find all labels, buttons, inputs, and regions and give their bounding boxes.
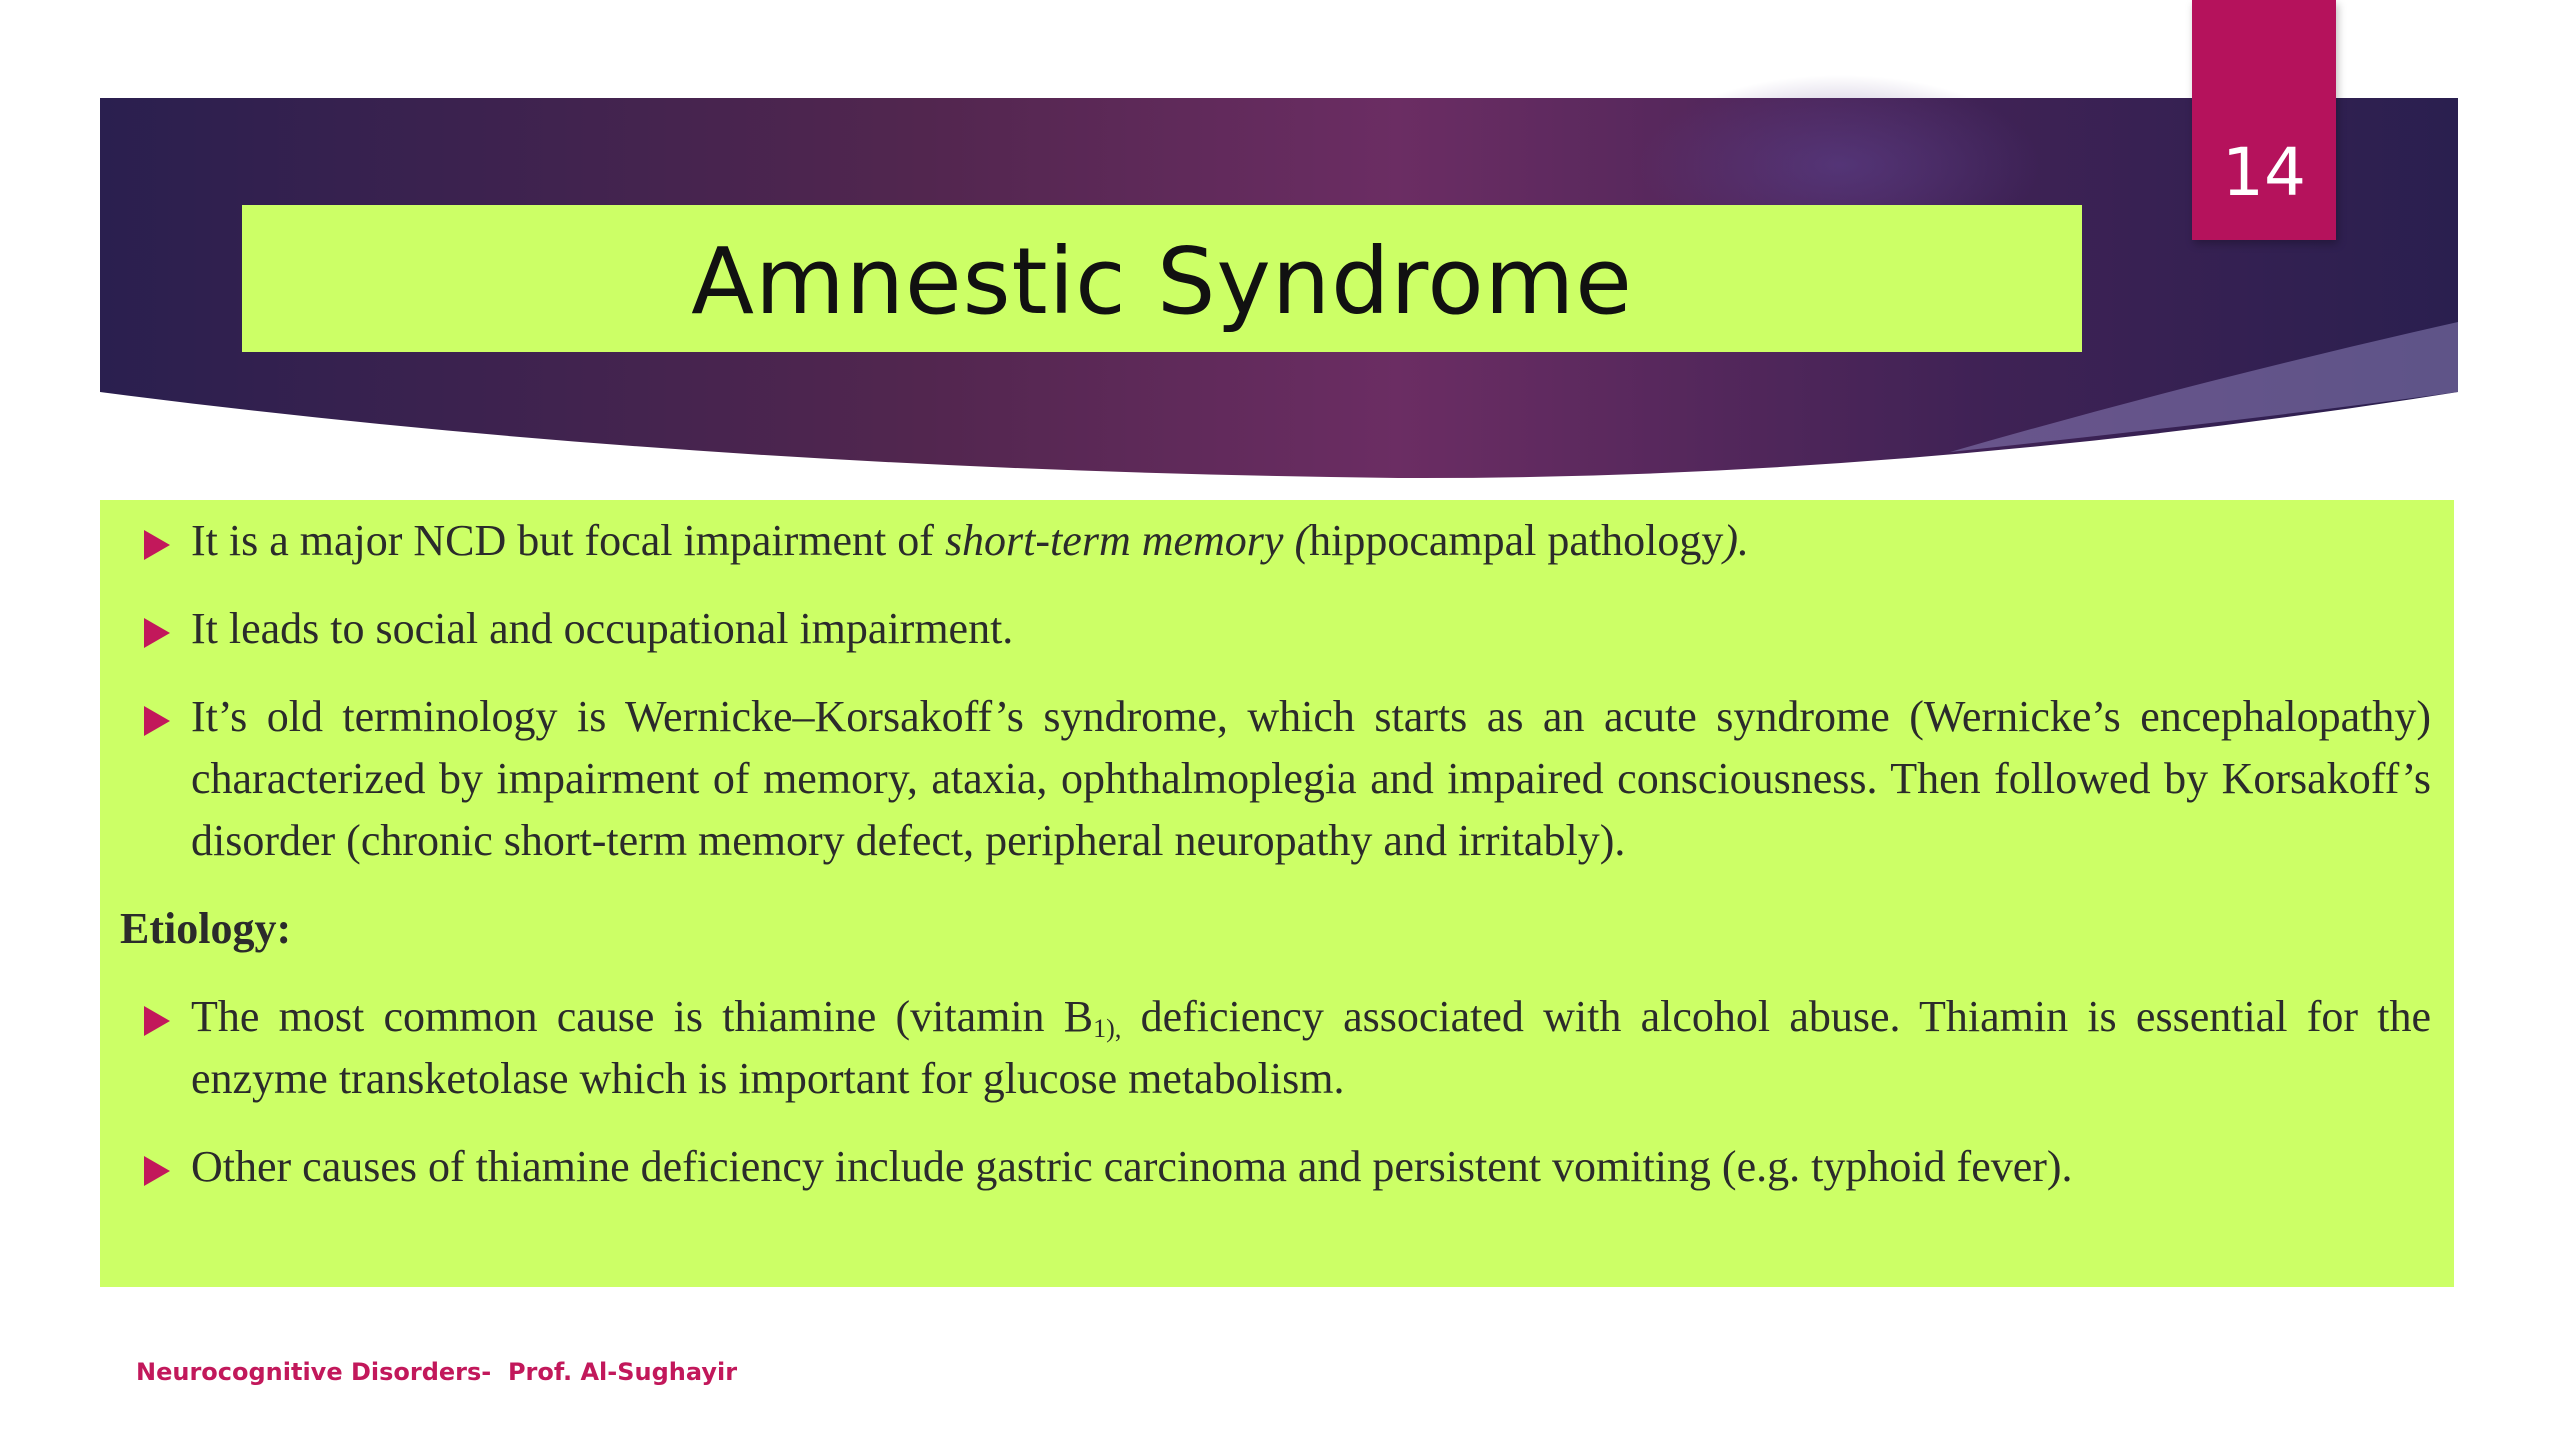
triangle-right-icon <box>144 530 170 560</box>
bullet-text: Other causes of thiamine deficiency include gastric carcinoma and persistent vomiting (e.g. typhoid fever). <box>191 1142 2073 1191</box>
triangle-right-icon <box>144 1156 170 1186</box>
bullet-text-part: It is a major NCD but focal impairment of <box>191 516 945 565</box>
bullet-text: It’s old terminology is Wernicke–Korsakoff’s syndrome, which starts as an acute syndrome (Wernicke’s encephalopathy) characterized by impairment of memory, ataxia, ophthalmoplegia and impaired consciousness. Then followed by Korsakoff’s disorder (chronic short-term memory defect, peripheral neuropathy and irritably). <box>191 692 2431 865</box>
triangle-right-icon <box>144 706 170 736</box>
footer-text: Neurocognitive Disorders- Prof. Al-Sughayir <box>136 1358 738 1386</box>
slide-number: 14 <box>2222 134 2306 211</box>
title-box <box>242 205 2082 352</box>
bullet-text: It leads to social and occupational impairment. <box>191 604 1014 653</box>
slide-number-badge <box>2192 0 2336 240</box>
bullet-text <box>191 510 2431 572</box>
content-box <box>100 500 2454 1287</box>
triangle-right-icon <box>144 1006 170 1036</box>
bullet-text-part: deficiency associated with alcohol abuse. Thiamin is essential for the enzyme transketolase which is important for glucose metabolism. <box>191 992 2431 1103</box>
etiology-heading: Etiology: <box>120 904 292 953</box>
bullet-text-italic: ). <box>1723 516 1750 565</box>
bullet-text-italic: short-term memory ( <box>944 516 1310 565</box>
bullet-text-part: The most common cause is thiamine (vitamin B <box>191 992 1094 1041</box>
bullet-text <box>191 986 2431 1110</box>
triangle-right-icon <box>144 618 170 648</box>
slide-title: Amnestic Syndrome <box>691 228 1633 335</box>
bullet-text-part: hippocampal pathology <box>1309 516 1724 565</box>
subscript: 1), <box>1093 1014 1122 1043</box>
